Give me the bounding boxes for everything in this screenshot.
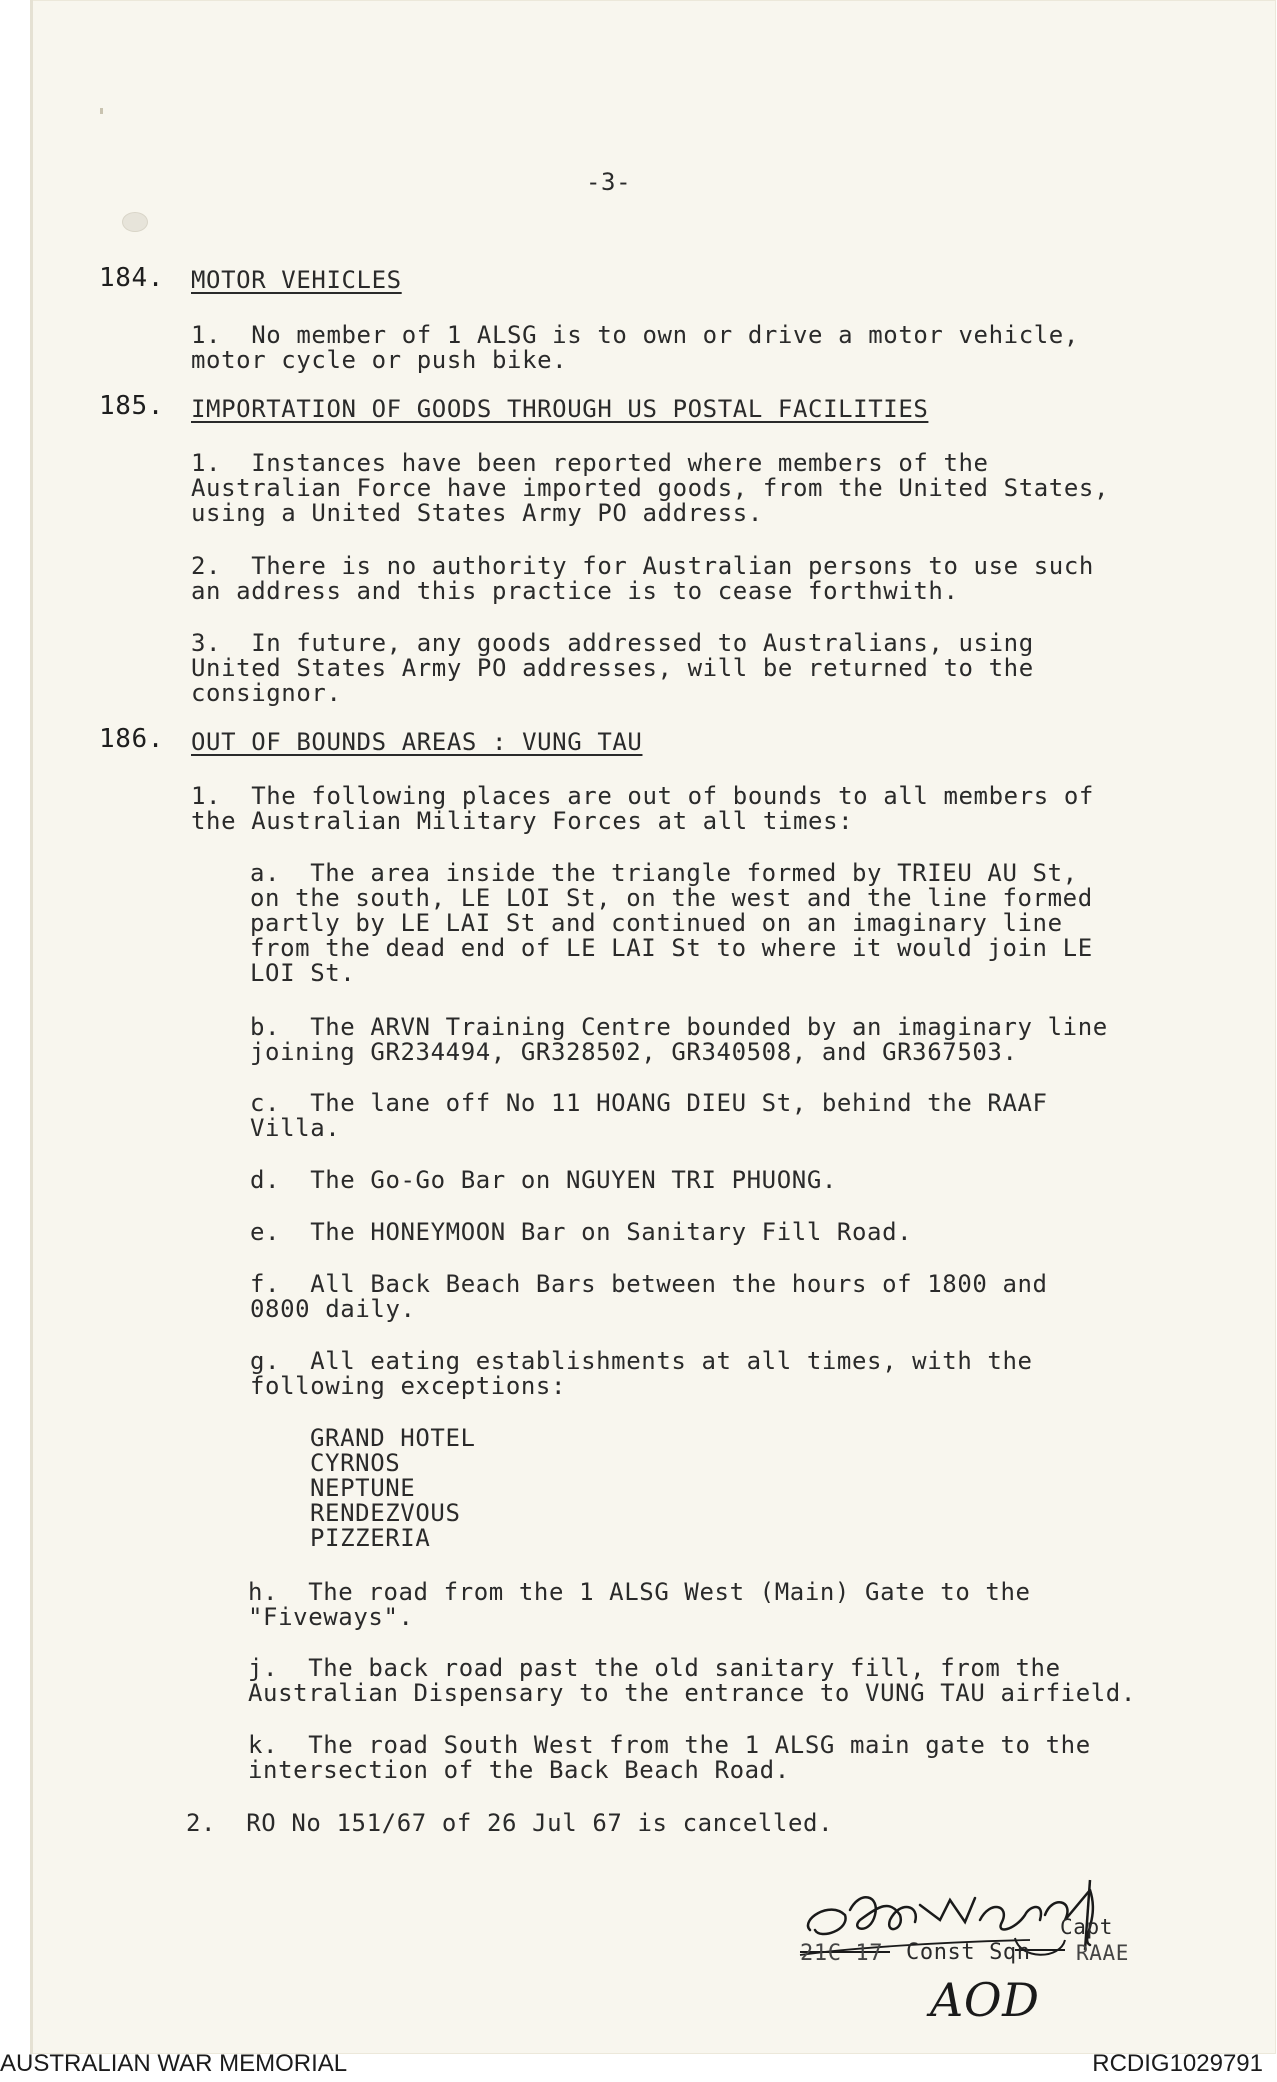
para-185-3-line-1: 3. In future, any goods addressed to Australians, using xyxy=(191,629,1034,657)
para-185-3-line-2: United States Army PO addresses, will be returned to the xyxy=(191,654,1034,682)
exception-item: NEPTUNE xyxy=(310,1474,416,1502)
section-number-186: 186. xyxy=(99,724,165,754)
item-a-line-4: from the dead end of LE LAI St to where it would join LE xyxy=(250,934,1093,962)
item-b-line-1: b. The ARVN Training Centre bounded by an imaginary line xyxy=(250,1013,1108,1041)
paper-speck xyxy=(100,108,103,114)
item-e-line-1: e. The HONEYMOON Bar on Sanitary Fill Road. xyxy=(250,1218,913,1246)
footer-document-id: RCDIG1029791 xyxy=(1092,2050,1263,2077)
item-a-line-2: on the south, LE LOI St, on the west and the line formed xyxy=(250,884,1093,912)
item-f-line-1: f. All Back Beach Bars between the hours of 1800 and xyxy=(250,1270,1048,1298)
signature-unit: Const Sqn xyxy=(906,1940,1031,1965)
section-heading-out-of-bounds: OUT OF BOUNDS AREAS : VUNG TAU xyxy=(191,728,643,756)
para-185-1-line-3: using a United States Army PO address. xyxy=(191,499,763,527)
para-186-2-closing: 2. RO No 151/67 of 26 Jul 67 is cancelled. xyxy=(186,1809,834,1837)
para-185-2-line-1: 2. There is no authority for Australian persons to use such xyxy=(191,552,1094,580)
section-heading-motor-vehicles: MOTOR VEHICLES xyxy=(191,266,402,294)
item-j-line-1: j. The back road past the old sanitary fill, from the xyxy=(248,1654,1061,1682)
signature-struck-unit: 21C 17 xyxy=(800,1941,884,1966)
exception-item: GRAND HOTEL xyxy=(310,1424,476,1452)
page-edge xyxy=(30,0,33,2054)
item-h-line-2: "Fiveways". xyxy=(248,1603,414,1631)
section-number-184: 184. xyxy=(99,263,165,293)
item-c-line-2: Villa. xyxy=(250,1114,341,1142)
section-number-185: 185. xyxy=(99,391,165,421)
item-j-line-2: Australian Dispensary to the entrance to VUNG TAU airfield. xyxy=(248,1679,1136,1707)
item-h-line-1: h. The road from the 1 ALSG West (Main) Gate to the xyxy=(248,1578,1031,1606)
para-185-2-line-2: an address and this practice is to cease forthwith. xyxy=(191,577,959,605)
para-184-1-line-2: motor cycle or push bike. xyxy=(191,346,568,374)
para-186-1-line-2: the Australian Military Forces at all times: xyxy=(191,807,854,835)
item-g-line-2: following exceptions: xyxy=(250,1372,567,1400)
page-number: -3- xyxy=(586,168,632,196)
item-a-line-1: a. The area inside the triangle formed by TRIEU AU St, xyxy=(250,859,1078,887)
item-a-line-3: partly by LE LAI St and continued on an imaginary line xyxy=(250,909,1063,937)
item-d-line-1: d. The Go-Go Bar on NGUYEN TRI PHUONG. xyxy=(250,1166,837,1194)
item-k-line-1: k. The road South West from the 1 ALSG main gate to the xyxy=(248,1731,1091,1759)
item-f-line-2: 0800 daily. xyxy=(250,1295,416,1323)
handwritten-initials: AOD xyxy=(930,1973,1040,2027)
item-k-line-2: intersection of the Back Beach Road. xyxy=(248,1756,790,1784)
punch-hole-mark xyxy=(122,212,148,232)
para-186-1-line-1: 1. The following places are out of bounds to all members of xyxy=(191,782,1094,810)
para-185-3-line-3: consignor. xyxy=(191,679,342,707)
footer-archive-name: AUSTRALIAN WAR MEMORIAL xyxy=(0,2050,348,2077)
exception-item: CYRNOS xyxy=(310,1449,401,1477)
para-185-1-line-2: Australian Force have imported goods, from the United States, xyxy=(191,474,1110,502)
signature-struck-raae: RAAE xyxy=(1076,1941,1129,1965)
exception-item: PIZZERIA xyxy=(310,1524,431,1552)
exception-item: RENDEZVOUS xyxy=(310,1499,461,1527)
para-184-1-line-1: 1. No member of 1 ALSG is to own or drive a motor vehicle, xyxy=(191,321,1079,349)
item-c-line-1: c. The lane off No 11 HOANG DIEU St, behind the RAAF xyxy=(250,1089,1048,1117)
item-g-line-1: g. All eating establishments at all times, with the xyxy=(250,1347,1033,1375)
item-a-line-5: LOI St. xyxy=(250,959,356,987)
para-185-1-line-1: 1. Instances have been reported where members of the xyxy=(191,449,989,477)
signature-rank: Capt xyxy=(1060,1915,1113,1939)
item-b-line-2: joining GR234494, GR328502, GR340508, and GR367503. xyxy=(250,1038,1018,1066)
section-heading-importation: IMPORTATION OF GOODS THROUGH US POSTAL FACILITIES xyxy=(191,395,929,423)
